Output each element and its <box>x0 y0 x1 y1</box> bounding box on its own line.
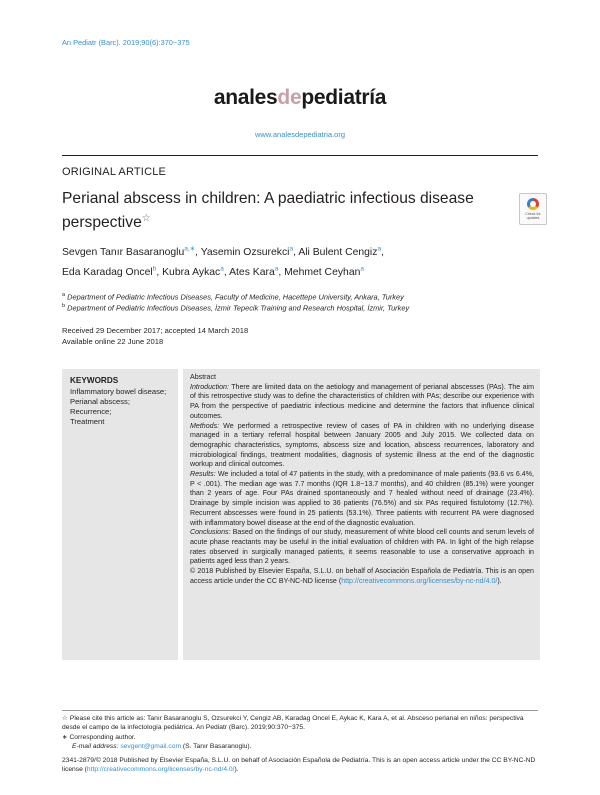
badge-label: Check for updates <box>525 212 541 220</box>
copyright-license-link[interactable]: http://creativecommons.org/licenses/by-nc-nd/4.0/ <box>86 766 235 774</box>
logo-part-pediatria: pediatría <box>301 86 387 109</box>
corresponding-author-note: ∗ Corresponding author. <box>62 734 136 741</box>
header-divider <box>62 155 538 156</box>
title-footnote-mark[interactable]: ☆ <box>141 213 151 224</box>
abstract-heading: Abstract <box>190 373 216 381</box>
journal-url-link[interactable]: www.analesdepediatria.org <box>254 130 346 139</box>
update-icon <box>527 198 539 210</box>
author-5: Kubra Aykac$^a$, <box>162 265 230 278</box>
citation-footnote: ☆ Please cite this article as: Tanır Basaranoglu S, Ozsurekci Y, Cengiz AB, Karadag Oncel E, Aykac K, Kara A, et al. Absceso perianal en niños: perspectiva desde el campo de la infectología pediátrica. An Pediatr (Barc). 2019;90:370−375. <box>62 715 524 732</box>
author-1: Sevgen Tanır Basaranoglu$^{a,∗}$, <box>62 246 201 259</box>
email-note: E-mail address: sevgent@gmail.com (S. Tanır Basaranoglu). <box>72 743 252 750</box>
keyword-item: Treatment <box>70 417 105 426</box>
keyword-item: Recurrence; <box>70 407 112 416</box>
logo-part-anales: anales <box>213 86 278 109</box>
author-list <box>62 242 542 281</box>
logo-part-de: de <box>277 86 302 109</box>
abstract-results: Results: We included a total of 47 patients in the study, with a predominance of male patients (93.6 vs 6.4%, P < .001). The median age was 7.7 months (IQR 1.8−13.7 months), and 40 children (85.1%) were younger than 2 years of age. Four PAs drained spontaneously and 7 healed without need of drainage (23.4%). Drainage by simple incision was applied to 36 patients (76.5%) and six PAs required fistulotomy (12.7%). Recurrent abscesses were found in 25 patients (53.1%). Three patients with recurrent PA were diagnosed with inflammatory bowel disease at the end of the diagnostic evaluation. <box>190 470 534 527</box>
abstract-conclusions: Conclusions: Based on the findings of our study, measurement of white blood cell counts and serum levels of acute phase reactants may be useful in the initial evaluation of children with PA. In light of the high relapse rates observed in surgically managed patients, it seems reasonable to use a conservative approach in patients aged less than 2 years. <box>190 528 534 566</box>
copyright-notice: 2341-2879/© 2018 Published by Elsevier España, S.L.U. on behalf of Asociación Española de Pediatría. This is an open access article under the CC BY-NC-ND license (http://creativecommons.org/licenses/by-nc-nd/4.0/). <box>62 757 536 774</box>
article-title-text: Perianal abscess in children: A paediatric infectious disease perspective <box>62 190 474 232</box>
footnote-divider <box>62 710 538 711</box>
keywords-heading: KEYWORDS <box>70 376 119 385</box>
author-2: Yasemin Ozsurekci$^a$, <box>200 246 299 259</box>
abstract-box <box>183 369 540 660</box>
keyword-item: Inflammatory bowel disease; <box>70 387 167 396</box>
section-label: ORIGINAL ARTICLE <box>62 166 167 178</box>
journal-reference[interactable]: An Pediatr (Barc). 2019;90(6):370−375 <box>62 38 190 47</box>
online-date: Available online 22 June 2018 <box>62 337 164 346</box>
journal-logo <box>0 86 600 110</box>
article-title <box>62 189 482 233</box>
author-7: Mehmet Ceyhan$^a$ <box>284 265 365 278</box>
check-for-updates-badge[interactable] <box>519 193 547 225</box>
license-link[interactable]: http://creativecommons.org/licenses/by-nc-nd/4.0/ <box>341 576 498 585</box>
abstract-text <box>190 373 534 586</box>
affiliation-a: $^a$ Department of Pediatric Infectious Diseases, Faculty of Medicine, Hacettepe University, Ankara, Turkey <box>62 292 404 302</box>
author-4: Eda Karadag Oncel$^b$, <box>62 265 163 278</box>
abstract-license: © 2018 Published by Elsevier España, S.L.U. on behalf of Asociación Española de Pediatría. This is an open access article under the CC BY-NC-ND license (http://creativecommons.org/licenses/by-nc-nd/4.0/). <box>190 567 534 585</box>
author-3: Ali Bulent Cengiz$^a$, <box>298 246 384 259</box>
keywords-list <box>70 387 174 427</box>
keywords-box <box>62 369 178 660</box>
abstract-methods: Methods: We performed a retrospective review of cases of PA in children with no underlying disease managed in a tertiary referral hospital between January 2005 and July 2015. We collected data on demographic characteristics, symptoms, abscess size and location, abscess recurrences, laboratory and microbiological findings, treatment modalities, diagnosis of systemic illness at the end of the diagnostic workup and clinical outcomes. <box>190 421 535 469</box>
author-6: Ates Kara$^a$, <box>229 265 285 278</box>
received-date: Received 29 December 2017; accepted 14 March 2018 <box>62 326 249 335</box>
email-link[interactable]: sevgent@gmail.com <box>120 743 182 750</box>
affiliation-b: $^b$ Department of Pediatric Infectious Diseases, İzmir Tepecik Training and Research Hospital, İzmir, Turkey <box>62 303 410 313</box>
abstract-introduction: Introduction: There are limited data on the aetiology and management of perianal abscesses (PAs). The aim of this retrospective study was to define the characteristics of children with PAs; describe our experience with PA from the perspective of paediatric infectious medicine and determine the factors that influence clinical outcomes. <box>190 382 534 420</box>
keyword-item: Perianal abscess; <box>70 397 130 406</box>
